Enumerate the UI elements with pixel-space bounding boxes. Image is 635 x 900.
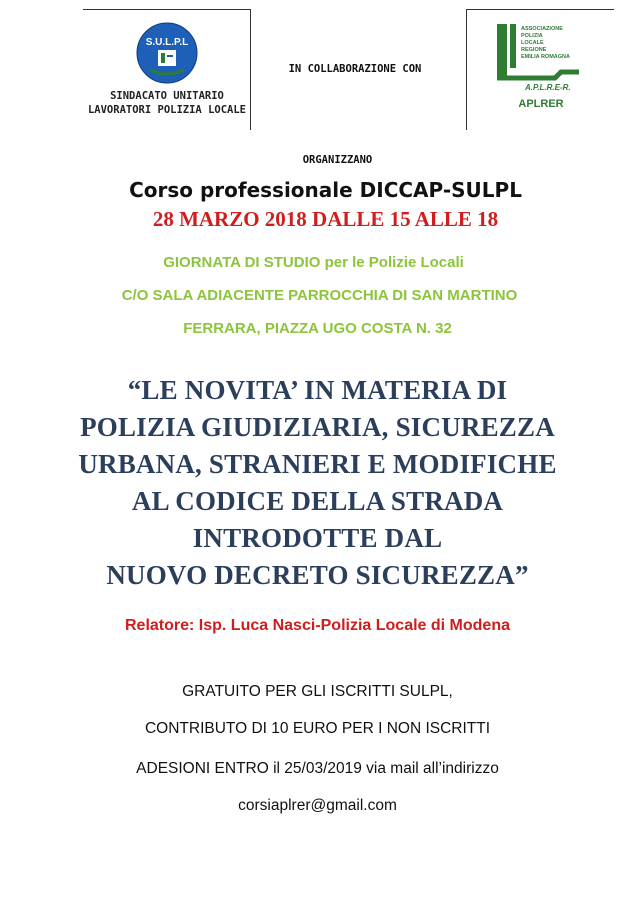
venue-line-2: C/O SALA ADIACENTE PARROCCHIA DI SAN MARTINO xyxy=(121,287,518,304)
aplrer-caption: APLRER xyxy=(518,98,564,110)
organizers-label: ORGANIZZANO xyxy=(302,154,373,166)
course-title: Corso professionale DICCAP-SULPL xyxy=(129,178,522,202)
main-title xyxy=(0,372,635,594)
date-line: 28 MARZO 2018 DALLE 15 ALLE 18 xyxy=(152,207,499,231)
sulpl-badge-text: S.U.L.P.L xyxy=(145,37,189,48)
aplrer-line-1: ASSOCIAZIONE xyxy=(521,26,563,32)
sulpl-logo-icon xyxy=(136,22,198,84)
main-title-line-5: INTRODOTTE DAL xyxy=(192,523,443,553)
sulpl-logo xyxy=(83,9,251,130)
venue-line-3: FERRARA, PIAZZA UGO COSTA N. 32 xyxy=(183,320,452,337)
info-free-members: GRATUITO PER GLI ISCRITTI SULPL, xyxy=(182,683,453,700)
aplrer-logo xyxy=(466,9,614,130)
info-registration: ADESIONI ENTRO il 25/03/2019 via mail all’indirizzo xyxy=(136,760,499,777)
sulpl-caption-line2: LAVORATORI POLIZIA LOCALE xyxy=(87,104,247,116)
contact-email[interactable]: corsiaplrer@gmail.com xyxy=(238,797,397,814)
main-title-line-1: “LE NOVITA’ IN MATERIA DI xyxy=(127,375,508,405)
main-title-line-3: URBANA, STRANIERI E MODIFICHE xyxy=(78,449,557,479)
aplrer-line-2: POLIZIA xyxy=(521,33,543,39)
sulpl-caption-line1: SINDACATO UNITARIO xyxy=(110,90,224,102)
aplrer-line-3: LOCALE xyxy=(521,40,544,46)
main-title-line-6: NUOVO DECRETO SICUREZZA” xyxy=(106,560,529,590)
aplrer-logo-icon xyxy=(495,22,587,96)
aplrer-line-4: REGIONE xyxy=(521,47,547,53)
info-contribution: CONTRIBUTO DI 10 EURO PER I NON ISCRITTI xyxy=(144,720,491,737)
aplrer-mark-label: A.P.L.R.E-R. xyxy=(525,83,571,92)
main-title-line-2: POLIZIA GIUDIZIARIA, SICUREZZA xyxy=(80,412,555,442)
speaker-line: Relatore: Isp. Luca Nasci-Polizia Locale di Modena xyxy=(125,617,510,634)
collaboration-text: IN COLLABORAZIONE CON xyxy=(288,63,422,75)
aplrer-line-5: EMILIA ROMAGNA xyxy=(521,54,570,60)
venue-line-1: GIORNATA DI STUDIO per le Polizie Locali xyxy=(163,254,464,271)
main-title-line-4: AL CODICE DELLA STRADA xyxy=(131,486,504,516)
